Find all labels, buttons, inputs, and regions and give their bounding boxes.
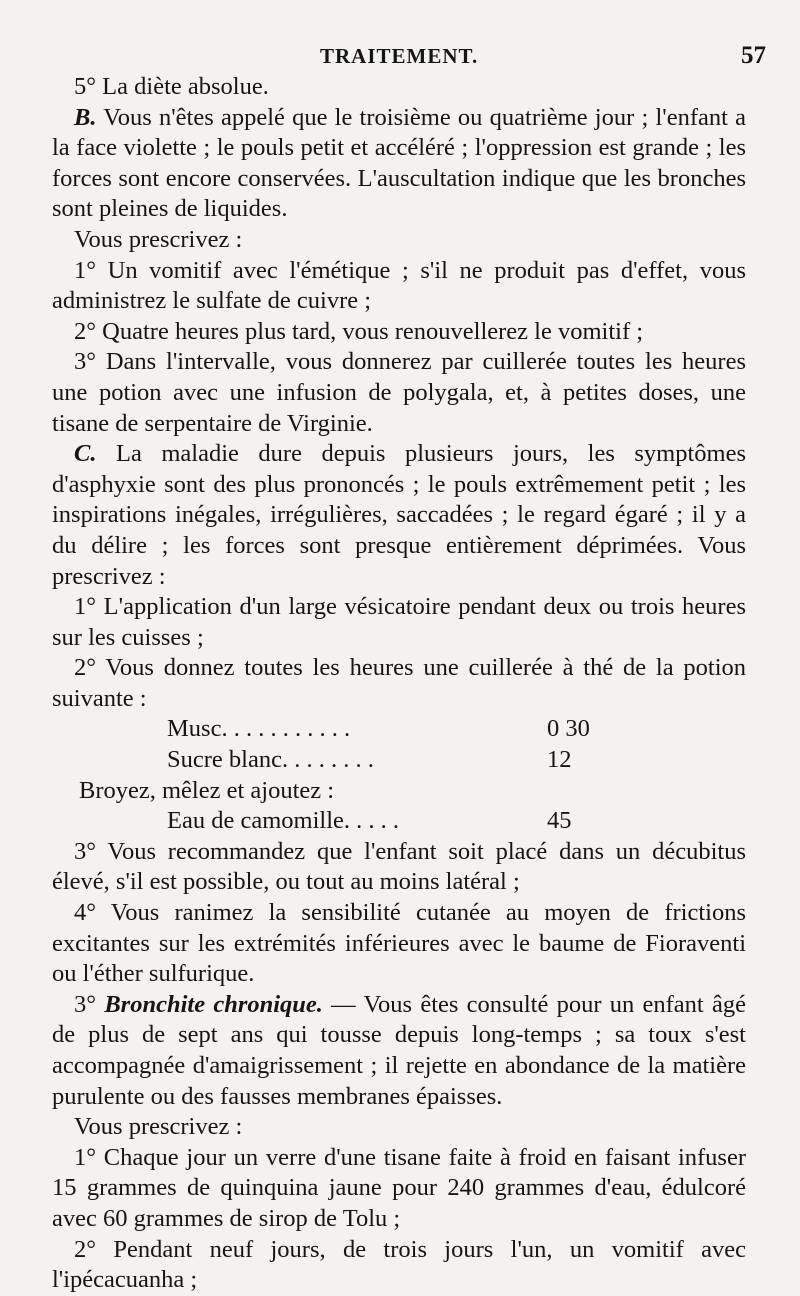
recipe-quantity: 45 bbox=[547, 807, 572, 835]
page-header bbox=[0, 42, 800, 76]
paragraph: 4° Vous ranimez la sensibilité cutanée au moyen de frictions excitantes sur les extrémités inférieures avec le baume de Fioraventi ou l'éther sulfurique. bbox=[52, 899, 746, 988]
paragraph: 2° Vous donnez toutes les heures une cuillerée à thé de la potion suivante : bbox=[52, 654, 746, 712]
paragraph: 5° La diète absolue. bbox=[74, 73, 269, 100]
section-label: B. bbox=[74, 103, 97, 131]
paragraph-text: La maladie dure depuis plusieurs jours, les symptômes d'asphyxie sont des plus prononcés ; le pouls extrêmement petit ; les inspirations inégales, irrégulières, saccadées ; le regard égaré ; il y a du délire ; les forces sont presque entièrement déprimées. Vous prescrivez : bbox=[52, 440, 746, 590]
recipe-item: Musc. . . . . . . . . . . bbox=[167, 715, 351, 743]
paragraph: Vous prescrivez : bbox=[74, 225, 243, 253]
recipe-row bbox=[52, 806, 746, 837]
paragraph: Vous prescrivez : bbox=[74, 1113, 243, 1141]
body-text bbox=[52, 72, 746, 1296]
section-number: 3° bbox=[74, 990, 97, 1018]
paragraph: 1° Un vomitif avec l'émétique ; s'il ne produit pas d'effet, vous administrez le sulfate de cuivre ; bbox=[52, 256, 746, 315]
recipe-item: Sucre blanc. . . . . . . . bbox=[167, 746, 374, 774]
recipe-list bbox=[52, 806, 746, 837]
paragraph: 3° Dans l'intervalle, vous donnerez par cuillerée toutes les heures une potion avec une infusion de polygala, et, à petites doses, une tisane de serpentaire de Virginie. bbox=[52, 348, 746, 437]
paragraph: 2° Quatre heures plus tard, vous renouvellerez le vomitif ; bbox=[74, 317, 644, 345]
paragraph: 1° L'application d'un large vésicatoire pendant deux ou trois heures sur les cuisses ; bbox=[52, 593, 746, 651]
section-heading: Bronchite chronique. bbox=[104, 990, 323, 1018]
paragraph-text: Vous n'êtes appelé que le troisième ou quatrième jour ; l'enfant a la face violette ; le pouls petit et accéléré ; l'oppression est grande ; les forces sont encore conservées. L'auscultation indique que les bronches sont pleines de liquides. bbox=[52, 103, 746, 223]
recipe-item: Eau de camomille. . . . . bbox=[167, 807, 399, 835]
paragraph: 1° Chaque jour un verre d'une tisane faite à froid en faisant infuser 15 grammes de quinquina jaune pour 240 grammes d'eau, édulcoré avec 60 grammes de sirop de Tolu ; bbox=[52, 1143, 746, 1232]
recipe-row bbox=[52, 745, 746, 776]
recipe-list bbox=[52, 714, 746, 775]
paragraph bbox=[52, 103, 746, 225]
recipe-quantity: 0 30 bbox=[547, 715, 590, 743]
recipe-quantity: 12 bbox=[547, 746, 572, 774]
paragraph: 2° Pendant neuf jours, de trois jours l'un, un vomitif avec l'ipécacuanha ; bbox=[52, 1235, 746, 1294]
paragraph bbox=[52, 990, 746, 1112]
section-label: C. bbox=[74, 440, 97, 468]
paragraph: 3° Vous recommandez que l'enfant soit placé dans un décubitus élevé, s'il est possible, ou tout au moins latéral ; bbox=[52, 837, 746, 896]
running-title: TRAITEMENT. bbox=[320, 44, 479, 68]
page-number: 57 bbox=[741, 42, 766, 69]
recipe-instruction: Broyez, mêlez et ajoutez : bbox=[79, 776, 335, 804]
paragraph bbox=[52, 439, 746, 592]
recipe-row bbox=[52, 714, 746, 745]
paragraph-text: — Vous êtes consulté pour un enfant âgé de plus de sept ans qui tousse depuis long-temps ; sa toux s'est accompagnée d'amaigrissement ; il rejette en abondance de la matière purulente ou des fausses membranes épaisses. bbox=[52, 990, 746, 1110]
